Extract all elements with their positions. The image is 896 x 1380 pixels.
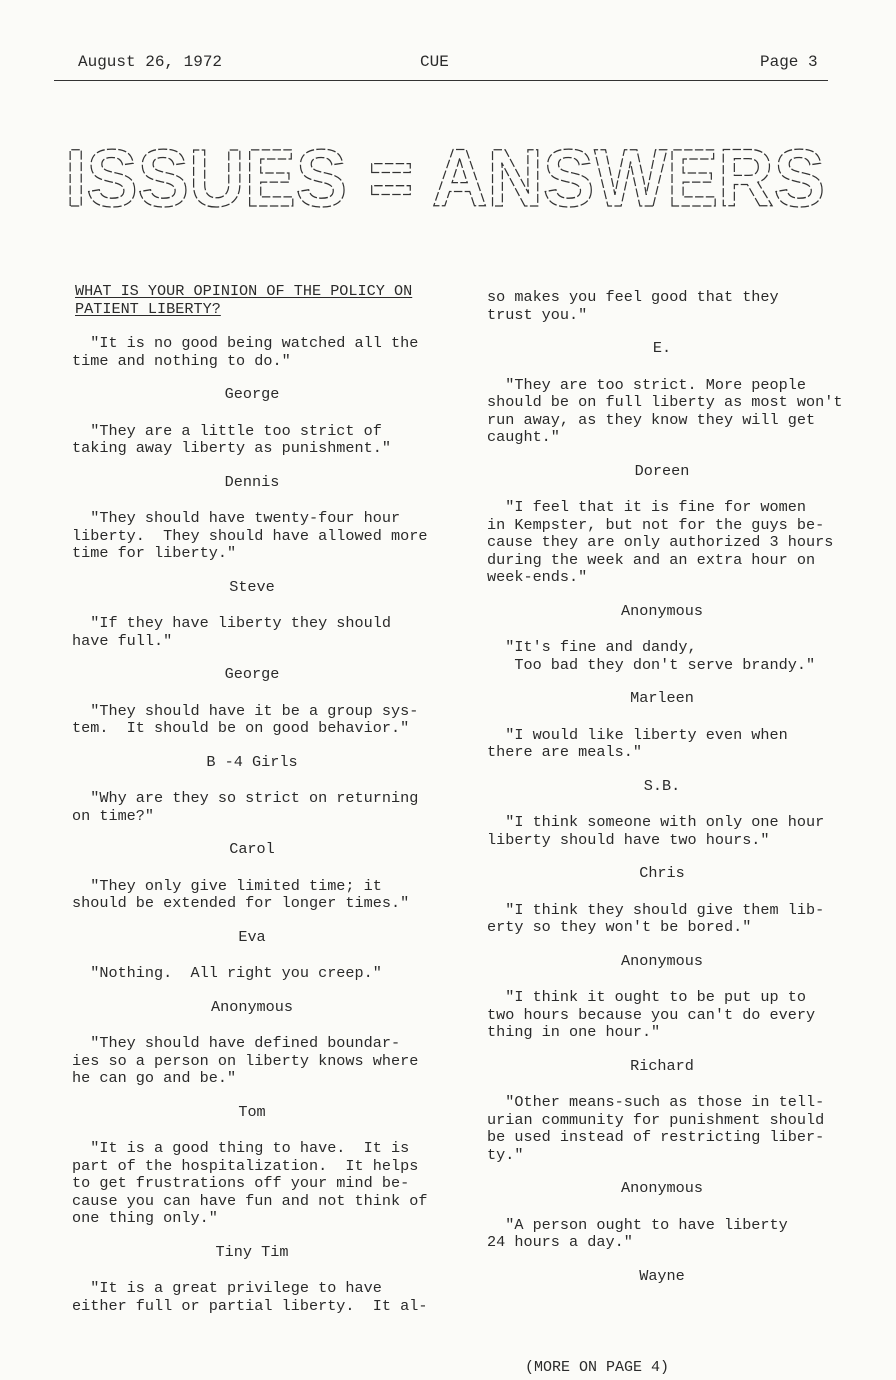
banner-title [62, 146, 828, 214]
response-quote: so makes you feel good that they trust you." [487, 288, 779, 324]
response-item [72, 703, 432, 791]
response-item [72, 878, 432, 966]
response-item [487, 499, 837, 639]
response-item [487, 289, 837, 377]
respondent-name: George [224, 665, 280, 683]
respondent-name: Richard [630, 1056, 694, 1075]
response-quote: "They only give limited time; it should be extended for longer times." [72, 876, 410, 912]
respondent-name: B -4 Girls [206, 752, 298, 771]
issue-date: August 26, 1972 [78, 53, 223, 71]
respondent-name: Anonymous [620, 601, 704, 620]
response-item [72, 1140, 432, 1280]
respondent-name: Marleen [630, 689, 694, 707]
respondent-name: George [224, 385, 280, 403]
banner-text: ISSUES = ANSWERS [65, 146, 825, 214]
newsletter-title: CUE [420, 53, 449, 71]
response-quote: "They should have it be a group sys- tem. It should be on good behavior." [72, 701, 419, 737]
response-item [72, 423, 432, 511]
response-quote: "I feel that it is fine for women in Kempster, but not for the guys be- cause they are only authorized 3 hours during the week and an extra hour on week-ends." [487, 498, 834, 586]
respondent-name: Tiny Tim [215, 1242, 289, 1261]
response-quote: "They are too strict. More people should be on full liberty as most won't run away, as they know they will get caught." [487, 375, 843, 446]
response-quote: "They should have defined boundar- ies so a person on liberty knows where he can go and be." [72, 1034, 419, 1087]
response-quote: "They should have twenty-four hour liberty. They should have allowed more time for liberty." [72, 509, 428, 562]
response-quote: "It is a good thing to have. It is part of the hospitalization. It helps to get frustrations off your mind be- cause you can have fun and not think of one thing only." [72, 1139, 428, 1227]
respondent-name: E. [652, 339, 672, 357]
response-quote: "Other means-such as those in tell- urian community for punishment should be used instead of restricting liber- ty." [487, 1093, 825, 1164]
response-item [487, 375, 843, 500]
respondent-name: S.B. [643, 776, 681, 795]
page-number: Page 3 [760, 53, 818, 71]
continued-note: (MORE ON PAGE 4) [525, 1359, 670, 1376]
response-item [487, 639, 837, 727]
left-responses [72, 335, 432, 1315]
respondent-name: Eva [238, 927, 266, 946]
response-item [72, 965, 432, 1035]
response-item [487, 1217, 837, 1305]
respondent-name: Doreen [634, 461, 690, 480]
response-quote: "It's fine and dandy, Too bad they don't serve brandy." [505, 638, 816, 674]
right-column [487, 288, 843, 1304]
response-item [487, 727, 837, 815]
response-item [72, 615, 432, 703]
response-quote: "I would like liberty even when there are meals." [487, 725, 788, 761]
respondent-name: Tom [238, 1102, 266, 1121]
respondent-name: Anonymous [620, 1179, 704, 1197]
response-item [72, 790, 432, 878]
response-quote: "They are a little too strict of taking away liberty as punishment." [72, 421, 391, 457]
respondent-name: Carol [229, 840, 275, 858]
right-responses [487, 288, 843, 1304]
response-quote: "It is no good being watched all the time and nothing to do." [72, 334, 419, 370]
response-item [72, 335, 432, 423]
response-item [72, 1035, 432, 1140]
response-quote: "I think it ought to be put up to two hours because you can't do every thing in one hour." [487, 988, 816, 1041]
response-quote: "If they have liberty they should have full." [72, 614, 391, 650]
response-quote: "A person ought to have liberty 24 hours a day." [487, 1215, 788, 1251]
response-item [487, 1094, 837, 1217]
response-item [487, 814, 837, 902]
response-quote: "I think they should give them lib- erty so they won't be bored." [487, 900, 825, 936]
respondent-name: Steve [229, 577, 275, 596]
response-quote: "Nothing. All right you creep." [72, 964, 382, 982]
header-rule [54, 80, 828, 81]
response-quote: "I think someone with only one hour liberty should have two hours." [487, 813, 825, 849]
respondent-name: Chris [639, 864, 685, 882]
respondent-name: Anonymous [620, 951, 704, 970]
response-quote: "Why are they so strict on returning on time?" [72, 789, 419, 825]
left-column [72, 283, 432, 1315]
response-quote: "It is a great privilege to have either full or partial liberty. It al- [72, 1279, 428, 1315]
response-item [487, 902, 837, 990]
response-item [72, 510, 432, 615]
respondent-name: Dennis [224, 472, 280, 491]
response-item [72, 1280, 432, 1315]
respondent-name: Wayne [639, 1266, 685, 1285]
response-item [487, 989, 837, 1094]
survey-question: WHAT IS YOUR OPINION OF THE POLICY ON PATIENT LIBERTY? [75, 282, 413, 318]
respondent-name: Anonymous [210, 997, 294, 1016]
